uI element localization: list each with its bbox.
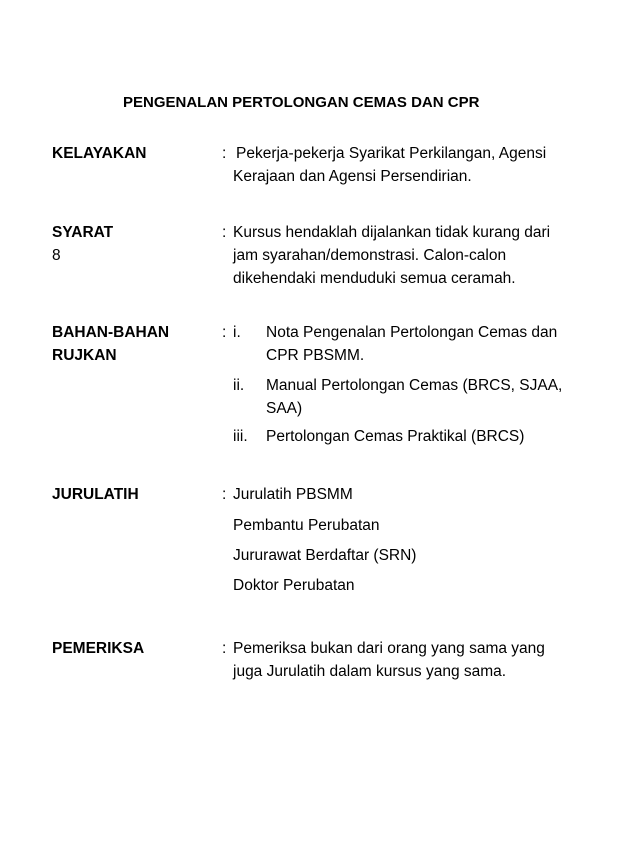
kelayakan-colon: : <box>222 145 227 162</box>
syarat-text-line-1: Kursus hendaklah dijalankan tidak kurang dari <box>233 224 551 241</box>
kelayakan-label: KELAYAKAN <box>52 145 147 162</box>
jurulatih-colon: : <box>222 486 227 503</box>
pemeriksa-label: PEMERIKSA <box>52 640 145 657</box>
jurulatih-item-2: Pembantu Perubatan <box>233 517 380 534</box>
bahan-label-line-2: RUJKAN <box>52 347 117 364</box>
pemeriksa-text-line-1: Pemeriksa bukan dari orang yang sama yang <box>233 640 545 657</box>
jurulatih-item-3: Jururawat Berdaftar (SRN) <box>233 547 417 564</box>
syarat-text-line-2: jam syarahan/demonstrasi. Calon-calon <box>233 247 507 264</box>
bahan-item-2-line-2: SAA) <box>266 400 303 417</box>
bahan-item-3-numeral: iii. <box>233 428 248 445</box>
pemeriksa-colon: : <box>222 640 227 657</box>
bahan-item-3-line-1: Pertolongan Cemas Praktikal (BRCS) <box>266 428 525 445</box>
syarat-text-line-3: dikehendaki menduduki semua ceramah. <box>233 270 516 287</box>
bahan-label-line-1: BAHAN-BAHAN <box>52 324 170 341</box>
bahan-item-2-line-1: Manual Pertolongan Cemas (BRCS, SJAA, <box>266 377 563 394</box>
kelayakan-text-line-1: Pekerja-pekerja Syarikat Perkilangan, Agensi <box>236 145 547 162</box>
bahan-item-1-line-2: CPR PBSMM. <box>266 347 365 364</box>
bahan-item-2-numeral: ii. <box>233 377 245 394</box>
jurulatih-item-1: Jurulatih PBSMM <box>233 486 353 503</box>
bahan-colon: : <box>222 324 227 341</box>
pemeriksa-text-line-2: juga Jurulatih dalam kursus yang sama. <box>233 663 507 680</box>
kelayakan-text-line-2: Kerajaan dan Agensi Persendirian. <box>233 168 472 185</box>
bahan-item-1-numeral: i. <box>233 324 241 341</box>
bahan-item-1-line-1: Nota Pengenalan Pertolongan Cemas dan <box>266 324 558 341</box>
syarat-label: SYARAT <box>52 224 114 241</box>
jurulatih-label: JURULATIH <box>52 486 139 503</box>
jurulatih-item-4: Doktor Perubatan <box>233 577 355 594</box>
syarat-colon: : <box>222 224 227 241</box>
syarat-label-number: 8 <box>52 247 61 264</box>
page-title: PENGENALAN PERTOLONGAN CEMAS DAN CPR <box>123 94 480 111</box>
